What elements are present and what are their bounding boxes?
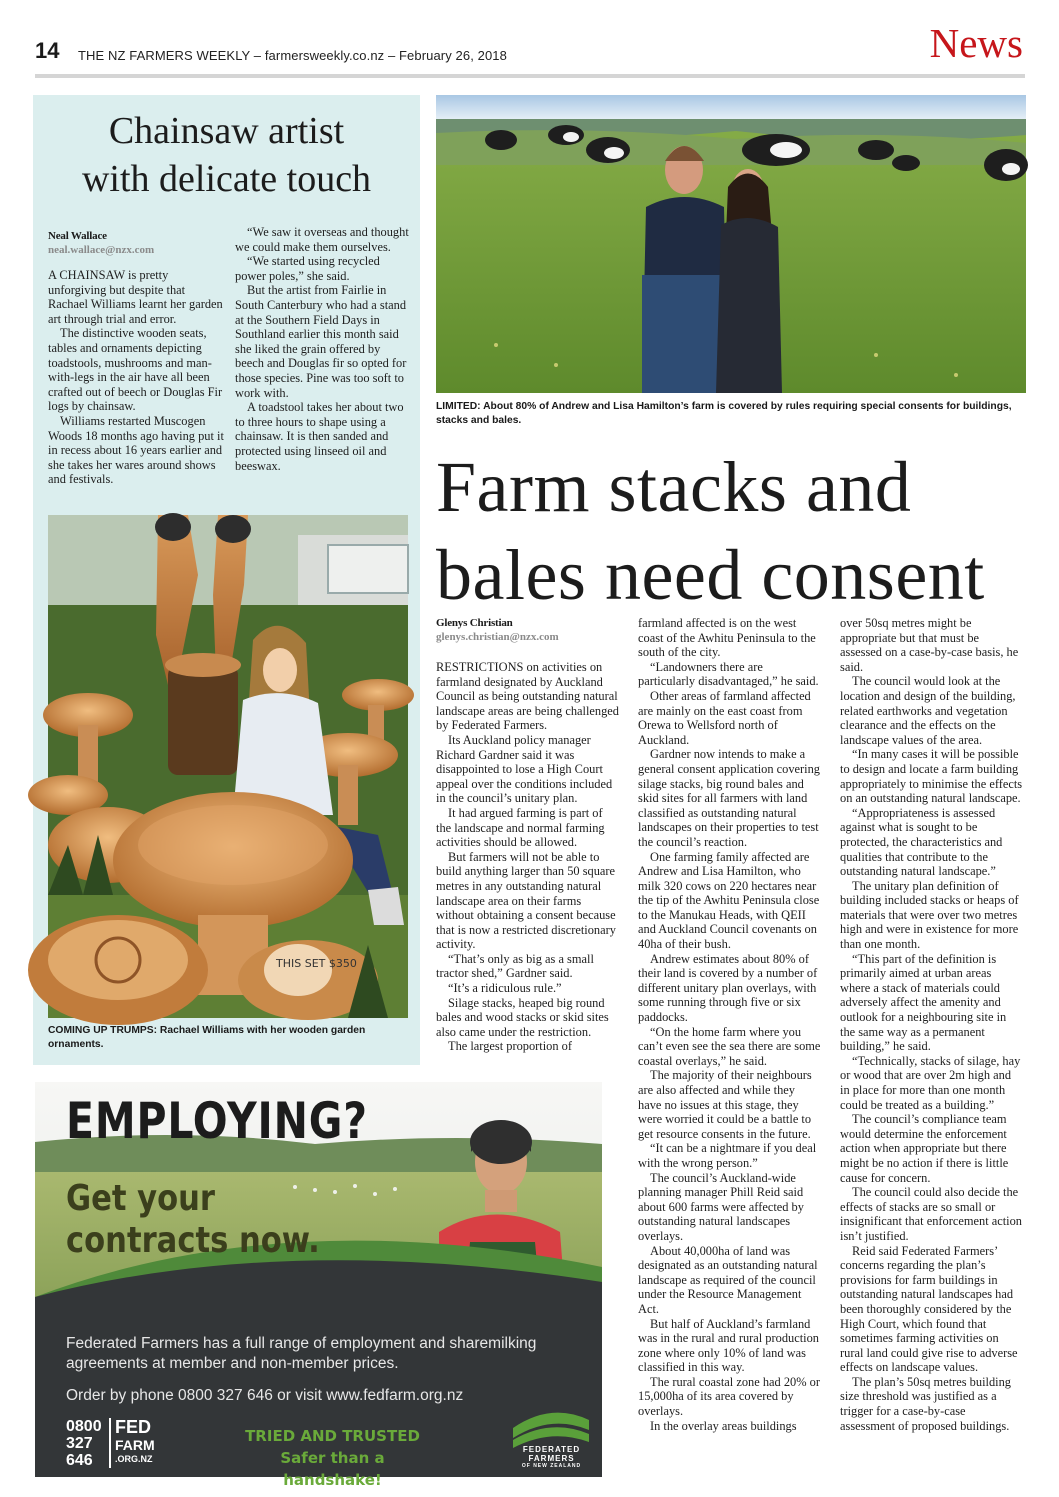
sidebar-headline-line2: with delicate touch [81,158,372,200]
sidebar-author: Neal Wallace [48,230,107,242]
main-headline-line1: Farm stacks and [436,447,912,527]
main-column-2 [638,616,821,1433]
paragraph: The majority of their neighbours are also affected and while they have no issues at this stage, they were worried it could be a battle to get resource consents in the future. [638,1068,812,1141]
phone-part: 327 [66,1435,93,1452]
advert-subtitle-line2: contracts now. [66,1220,320,1261]
advert-phone[interactable] [66,1418,102,1469]
paragraph: But farmers will not be able to build anything larger than 50 square metres in any outstanding natural landscape area on their farms without obtaining a consent because that is now a restricted discretionary activity. [436,849,616,952]
tagline-line2: Safer than a handshake! [280,1449,385,1489]
paragraph: The council could also decide the effects of stacks are so small or insignificant that enforcement action isn’t justified. [840,1185,1023,1243]
fed-text: FED [115,1417,151,1437]
paragraph: A CHAINSAW is pretty unforgiving but despite that Rachael Williams learnt her garden art through trial and error. [48,268,223,326]
paragraph: But half of Auckland’s farmland was in the rural and rural production zone where only 10% of land was classified in this way. [638,1316,819,1375]
paragraph: “It’s a ridiculous rule.” [448,981,562,996]
advert-body: Federated Farmers has a full range of employment and sharemilking agreements at member and non-member prices. [66,1335,537,1372]
sidebar-byline [48,229,154,257]
paragraph: The unitary plan definition of building included stacks or heaps of materials that were over two metres high and were in existence for more than one month. [840,878,1019,952]
advert-subtitle-line1: Get your [66,1178,216,1219]
phone-part: 0800 [66,1418,102,1435]
paragraph: Reid said Federated Farmers’ concerns regarding the plan’s provisions for farm buildings in outstanding natural landscapes had been thoroughly considered by the High Court, which found that sometimes farming activities on rural land could give rise to adverse effects on landscape values. [840,1243,1018,1375]
paragraph: “On the home farm where you can’t even see the sea there are some coastal overlays,” he said. [638,1024,821,1068]
sidebar-headline-line1: Chainsaw artist [108,110,345,152]
phone-part: 646 [66,1452,93,1469]
publication-line: THE NZ FARMERS WEEKLY – farmersweekly.co.nz – February 26, 2018 [78,48,507,63]
main-headline-line2: bales need consent [436,535,985,615]
paragraph: farmland affected is on the west coast of the Awhitu Peninsula to the south of the city. [638,616,816,660]
sidebar-column-2 [235,225,411,473]
advert-order-line[interactable]: Order by phone 0800 327 646 or visit www.fedfarm.org.nz [66,1387,464,1404]
chainsaw-art-photo [48,515,408,1018]
paragraph: The council would look at the location and design of the building, related earthworks and vegetation clearance and the effects on the landscape values of the area. [840,674,1016,747]
phone-divider [109,1418,111,1468]
main-byline [436,616,559,644]
farm-photo-caption: LIMITED: About 80% of Andrew and Lisa Hamilton’s farm is covered by rules requiring special consents for buildings, stacks and bales. [436,401,1012,426]
paragraph: The council’s Auckland-wide planning manager Phill Reid said about 600 farms were affected by outstanding natural landscapes overlays. [638,1170,804,1243]
paragraph: Silage stacks, heaped big round bales and wood stacks or skid sites also came under the restriction. [436,995,609,1039]
paragraph: The largest proportion of [448,1039,572,1054]
paragraph: “We saw it overseas and thought we could make them ourselves. [235,225,409,254]
paragraph: About 40,000ha of land was designated as an outstanding natural landscape as required of the council under the Resource Management Act. [638,1243,818,1316]
paragraph: “In many cases it will be possible to design and locate a farm building appropriately to minimise the effects on an outstanding natural landscape. [840,747,1023,806]
paragraph: “Appropriateness is assessed against what is sought to be protected, the characteristics and qualities that contribute to the outstanding natural landscape.” [840,805,1003,879]
price-tag-text: THIS SET $350 [276,957,357,970]
main-column-1 [436,660,619,1054]
tagline-line1: TRIED AND TRUSTED [245,1427,420,1445]
farm-cows-photo [436,95,1026,393]
main-author: Glenys Christian [436,617,513,629]
advert-subtitle [66,1178,320,1262]
farm-text: FARM [115,1437,155,1453]
paragraph: “It can be a nightmare if you deal with the wrong person.” [638,1141,817,1170]
paragraph: over 50sq metres might be appropriate but that must be assessed on a case-by-case basis, he said. [840,616,1019,674]
paragraph: The distinctive wooden seats, tables and ornaments depicting toadstools, mushrooms and man-with-legs in the air have all been crafted out of beech or Douglas Fir logs by chainsaw. [48,326,223,414]
logo-text: FARMERS [528,1454,575,1463]
paragraph: “We started using recycled power poles,” she said. [235,254,380,283]
paragraph: Gardner now intends to make a general consent application covering silage stacks, big round bales and skid sites for all farmers with land classified as outstanding natural landscapes on their properties to test the council’s reaction. [638,747,820,849]
main-column-3 [840,616,1023,1433]
page-number: 14 [35,38,60,63]
header-rule [35,74,1025,78]
advert-title: EMPLOYING? [66,1092,368,1150]
sidebar-column-1 [48,268,224,487]
advert-tagline [230,1425,435,1491]
paragraph: Other areas of farmland affected are mainly on the east coast from Orewa to Wellsford north of Auckland. [638,688,811,747]
paragraph: In the overlay areas buildings [650,1418,797,1433]
paragraph: But the artist from Fairlie in South Canterbury who had a stand at the Southern Field Days in Southland earlier this month said she liked the grain offered by beech and Douglas fir so opted for those species. Pine was too soft to work with. [235,283,407,400]
paragraph: Its Auckland policy manager Richard Gardner said it was disappointed to lose a High Court appeal over the conditions included in the council’s unitary plan. [436,732,613,806]
logo-text: FEDERATED [522,1445,581,1454]
paragraph: A toadstool takes her about two to three hours to shape using a chainsaw. It is then sanded and protected using linseed oil and beeswax. [235,400,404,473]
farm-cows-illustration [436,95,1026,393]
paragraph: “Landowners there are particularly disadvantaged,” he said. [638,659,819,689]
sidebar-email: neal.wallace@nzx.com [48,244,155,256]
paragraph: One farming family affected are Andrew and Lisa Hamilton, who milk 320 cows on 220 hectares near the tip of the Awhitu Peninsula close to the Manukau Heads, with QEII and Auckland Council covenants on 40ha of their bush. [638,849,820,952]
paragraph: Andrew estimates about 80% of their land is covered by a number of different unitary plan overlays, with some running through five or six paddocks. [638,951,818,1025]
fedfarm-advert[interactable] [35,1082,602,1489]
sidebar-headline [33,107,420,203]
section-title: News [929,20,1023,66]
paragraph: It had argued farming is part of the landscape and normal farming activities should be allowed. [436,805,605,850]
main-headline [436,443,1036,619]
paragraph: Williams restarted Muscogen Woods 18 months ago having put it in recess about 16 years earlier and she takes her wares around shows and festivals. [48,413,224,487]
chainsaw-photo-caption: COMING UP TRUMPS: Rachael Williams with her wooden garden ornaments. [48,1025,366,1050]
paragraph: The rural coastal zone had 20% or 15,000ha of its area covered by overlays. [638,1374,820,1419]
logo-text: OF NEW ZEALAND [521,1463,582,1469]
paragraph: “That’s only as big as a small tractor shed,” Gardner said. [436,951,594,981]
paragraph: The council’s compliance team would determine the enforcement action when appropriate but there might be no action if there is little cause for concern. [840,1112,1009,1185]
org-text: .ORG.NZ [115,1454,153,1464]
paragraph: The plan’s 50sq metres building size threshold was justified as a trigger for a case-by-case assessment of proposed buildings. [840,1374,1011,1433]
chainsaw-art-illustration [48,515,408,1018]
paragraph: “This part of the definition is primarily aimed at urban areas where a stack of materials could adversely affect the amenity and outlook for a neighbouring site in the same way as a permanent building,” he said. [840,951,1007,1054]
page-header [35,22,1025,72]
fedfarm-wordmark[interactable] [115,1418,155,1465]
paragraph: RESTRICTIONS on activities on farmland designated by Auckland Council as being outstanding natural landscape areas are being challenged by Federated Farmers. [436,660,620,733]
logo-wordmark [509,1445,594,1470]
paragraph: “Technically, stacks of silage, hay or wood that are over 2m high and in place for more than one month could be treated as a building.” [840,1053,1021,1112]
main-email: glenys.christian@nzx.com [436,631,559,643]
